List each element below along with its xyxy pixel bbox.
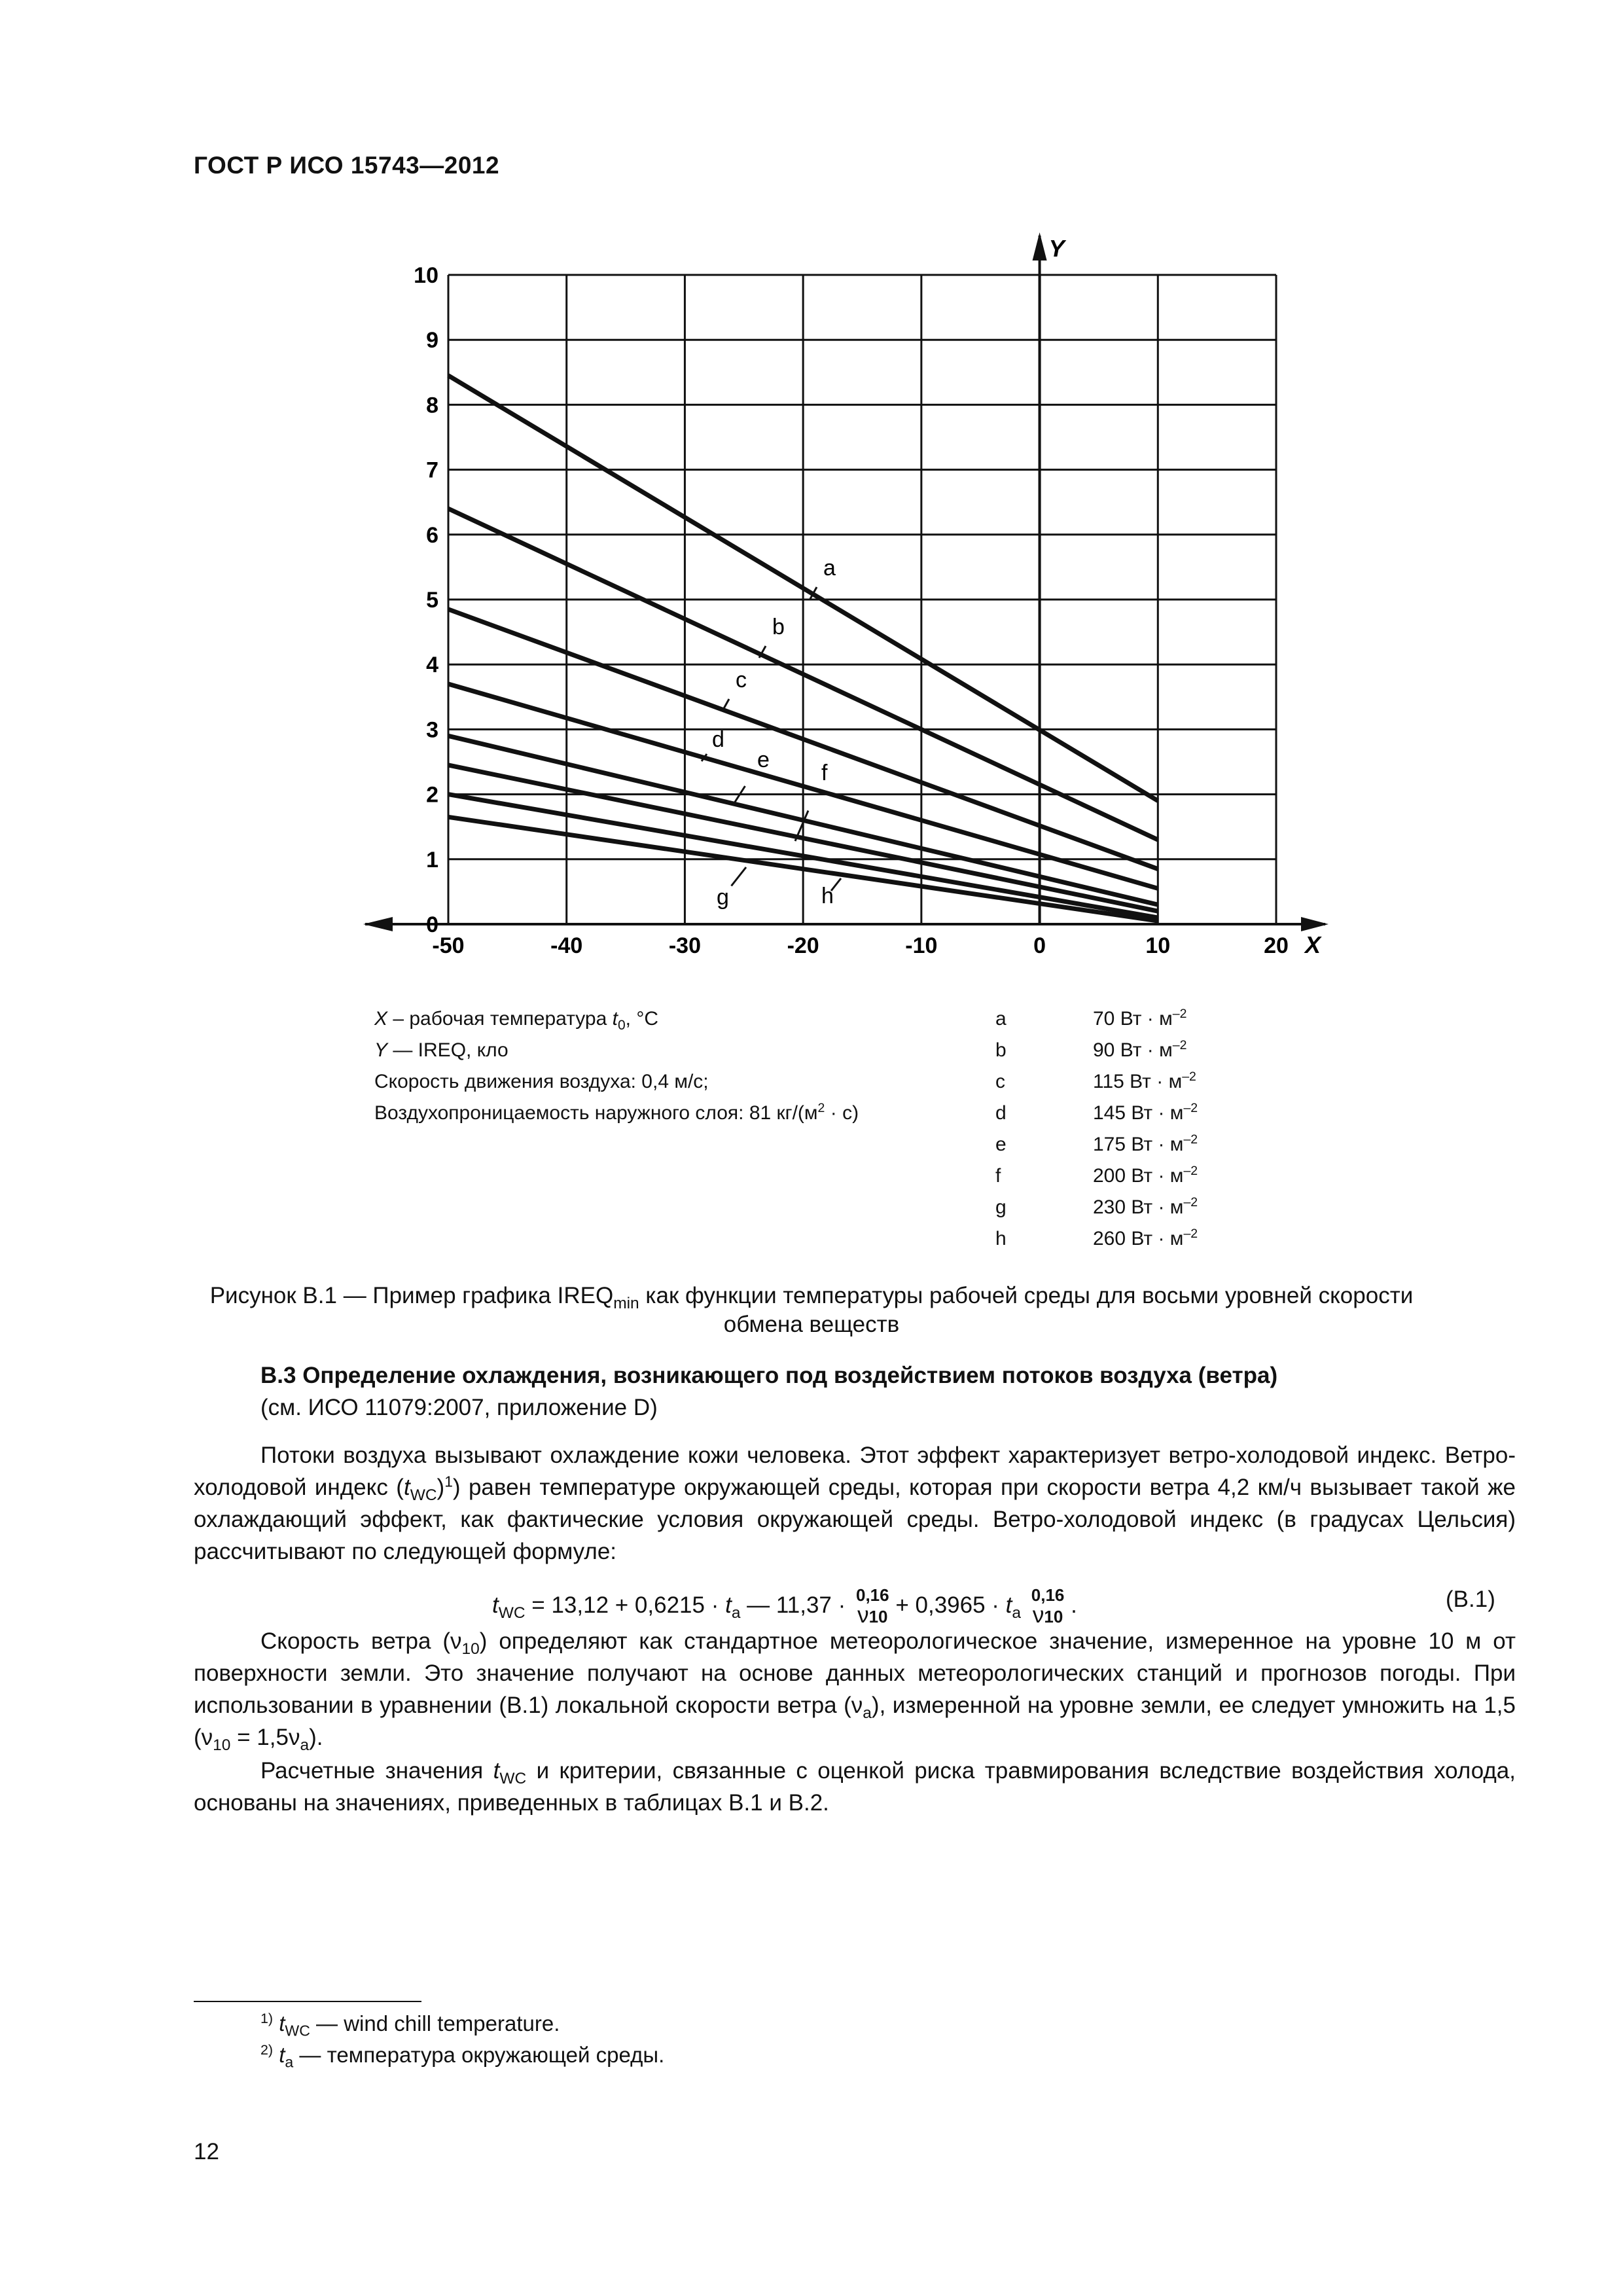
y-axis-letter: Y: [1048, 235, 1065, 262]
x-axis-left-arrow: [363, 917, 393, 931]
legend-value-h: 260 Вт · $м^{-2}$: [1093, 1227, 1198, 1249]
legend-letter-d: d: [995, 1102, 1007, 1124]
formula-number: (В.1): [1446, 1587, 1495, 1612]
x-axis-right-arrow: [1301, 917, 1329, 931]
y-tick-label: 4: [426, 653, 438, 678]
y-tick-label: 7: [426, 457, 438, 483]
series-label-a: a: [823, 556, 836, 581]
legend-value-b: 90 Вт · $м^{-2}$: [1093, 1038, 1187, 1061]
legend-value-d: 145 Вт · $м^{-2}$: [1093, 1101, 1198, 1124]
x-tick-label: -30: [668, 933, 701, 958]
y-tick-label: 9: [426, 328, 438, 353]
legend-value-g: 230 Вт · $м^{-2}$: [1093, 1195, 1198, 1218]
x-tick-label: 20: [1264, 933, 1289, 958]
series-label-b: b: [772, 615, 785, 639]
y-tick-label: 8: [426, 393, 438, 418]
paragraph-2: Скорость ветра $(\nu_{10})$ определяют как стандартное метеорологическое значение, измеренное на уровне 10 м от поверхности земли. Это значение получают на основе данных метеорологических станций и прогнозов погоды. При использовании в уравнении (В.1) локальной скорости ветра $(\nu_a)$, измеренной на уровне земли, ее следует умножить на 1,5 $(\nu_{10} = 1,5\nu_a)$.: [194, 1628, 1516, 1754]
y-tick-label: 10: [414, 263, 438, 288]
legend-letter-h: h: [995, 1228, 1007, 1249]
footnote-1: $^{1)}$ $t_{WC}$ — wind chill temperature.: [260, 2011, 560, 2039]
footnote-2: $^{2)}$ $t_a$ — температура окружающей среды.: [260, 2042, 665, 2071]
legend-letter-b: b: [995, 1039, 1007, 1061]
y-tick-label: 6: [426, 522, 438, 548]
series-label-f: f: [821, 761, 828, 785]
legend-value-a: 70 Вт · $м^{-2}$: [1093, 1007, 1187, 1030]
footnote-divider: [194, 2001, 421, 2002]
x-tick-label: 0: [1033, 933, 1046, 958]
x-tick-label: -10: [905, 933, 938, 958]
legend-letter-g: g: [995, 1196, 1007, 1218]
series-label-h: h: [821, 884, 834, 908]
wind-chill-formula: $t_{WC} = 13,12 + 0,6215 \cdot t_a$ — 11,37 · 0,16 ν10 + $0,3965 \cdot t_a$ 0,16 ν10 .: [492, 1585, 1077, 1628]
paragraph-1: Потоки воздуха вызывают охлаждение кожи человека. Этот эффект характеризует ветро-холодовой индекс. Ветро-холодовой индекс $(t_{WC})^1$) равен температуре окружающей среды, которая при скорости ветра 4,2 км/ч вызывает такой же охлаждающий эффект, как фактические условия окружающей среды. Ветро-холодовой индекс (в градусах Цельсия) рассчитывают по следующей формуле:: [194, 1443, 1516, 1564]
legend-letter-f: f: [995, 1165, 1001, 1187]
paragraph-3: Расчетные значения $t_{WC}$ и критерии, связанные с оценкой риска травмирования вследствие воздействия холода, основаны на значениях, приведенных в таблицах В.1 и В.2.: [194, 1758, 1516, 1816]
y-tick-label: 5: [426, 588, 438, 613]
permeability-note: Воздухопроницаемость наружного слоя: 81 $кг/(м^2 \cdot с)$: [374, 1101, 859, 1124]
legend-letter-a: a: [995, 1008, 1007, 1030]
series-label-g: g: [717, 885, 729, 910]
figure-caption: Рисунок В.1 — Пример графика $IREQ_{min}$ как функции температуры рабочей среды для восьми уровней скорости обмена веществ: [209, 1283, 1414, 1337]
page-number: 12: [194, 2139, 219, 2164]
y-tick-label: 2: [426, 782, 438, 808]
series-label-d: d: [712, 727, 724, 752]
document-header: ГОСТ Р ИСО 15743—2012: [194, 152, 500, 179]
x-tick-label: -20: [787, 933, 819, 958]
y-axis-arrow: [1033, 232, 1047, 260]
y-tick-label: 0: [426, 912, 438, 937]
series-label-c: c: [736, 668, 747, 692]
section-heading: В.3 Определение охлаждения, возникающего под воздействием потоков воздуха (ветра): [260, 1363, 1278, 1388]
legend-letter-e: e: [995, 1134, 1007, 1155]
legend-value-f: 200 Вт · $м^{-2}$: [1093, 1164, 1198, 1187]
series-label-e: e: [757, 747, 770, 772]
x-tick-label: 10: [1145, 933, 1171, 958]
leader-line-e: [733, 786, 745, 805]
x-axis-letter: X: [1305, 931, 1321, 958]
x-axis-description: X – рабочая температура $t_0$, °C: [374, 1008, 659, 1033]
air-speed-note: Скорость движения воздуха: 0,4 м/с;: [374, 1071, 709, 1092]
x-tick-label: -50: [432, 933, 465, 958]
y-tick-label: 3: [426, 717, 438, 743]
x-tick-label: -40: [550, 933, 583, 958]
y-axis-description: Y — IREQ, кло: [374, 1039, 508, 1061]
section-subheading: (см. ИСО 11079:2007, приложение D): [260, 1395, 658, 1420]
ireq-chart: [0, 0, 1623, 982]
leader-line-g: [732, 867, 747, 886]
legend-value-c: 115 Вт · $м^{-2}$: [1093, 1069, 1196, 1092]
legend-value-e: 175 Вт · $м^{-2}$: [1093, 1132, 1198, 1155]
y-tick-label: 1: [426, 847, 438, 872]
legend-letter-c: c: [995, 1071, 1005, 1092]
